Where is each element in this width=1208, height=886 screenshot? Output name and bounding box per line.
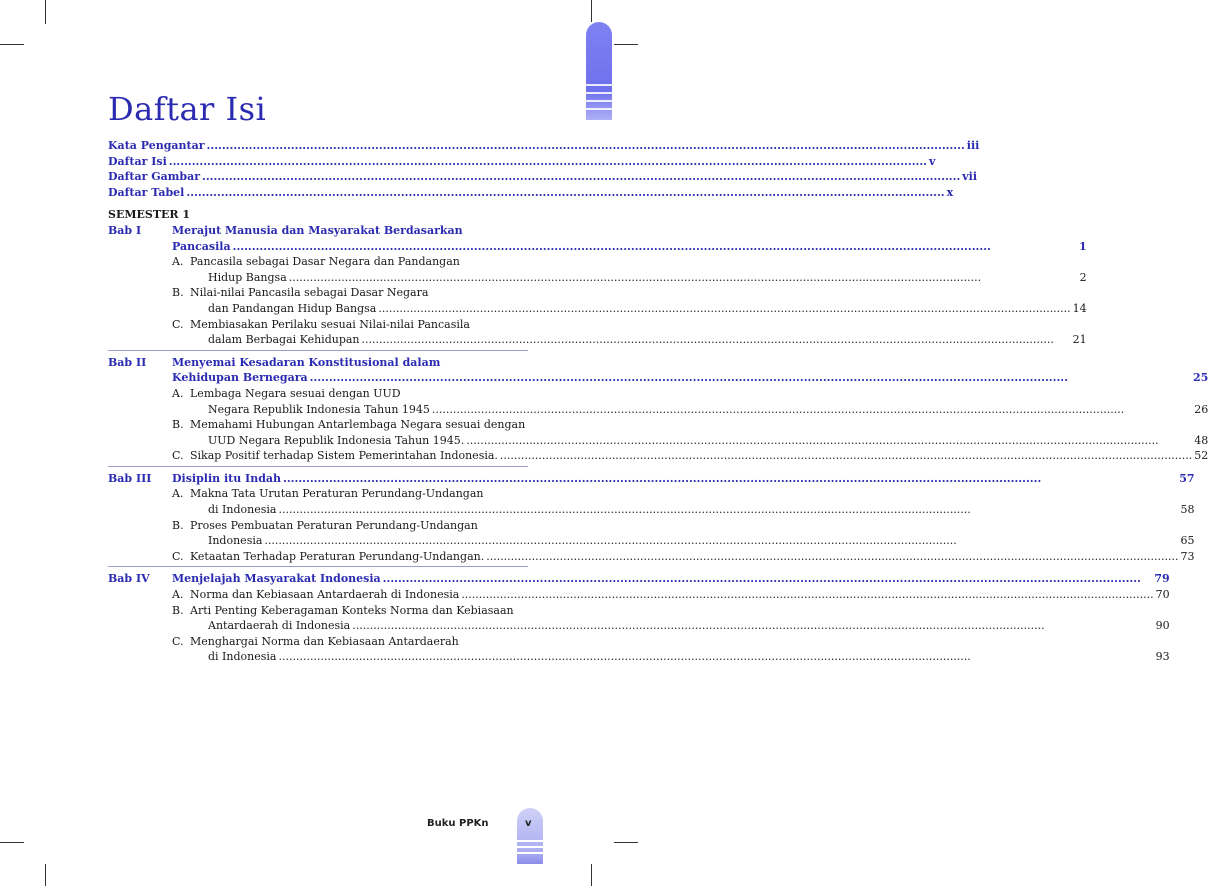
leader-dots xyxy=(383,571,1153,587)
section-letter: C. xyxy=(172,634,184,648)
leader-dots xyxy=(233,239,1077,255)
section-letter: B. xyxy=(172,518,184,532)
chapter-number: Bab II xyxy=(108,355,147,369)
chapter-block xyxy=(108,223,1087,348)
chapter-block xyxy=(108,355,1208,464)
section-letter: B. xyxy=(172,603,184,617)
section-letter: A. xyxy=(172,487,184,501)
section-title-page: 48 xyxy=(1194,433,1208,447)
section-text xyxy=(190,603,1170,634)
section-title xyxy=(190,270,1087,286)
chapter-title-line: Merajut Manusia dan Masyarakat Berdasarkan xyxy=(172,223,463,237)
chapter-number: Bab I xyxy=(108,223,142,237)
section-title-line: Nilai-nilai Pancasila sebagai Dasar Negara xyxy=(190,286,429,300)
divider xyxy=(108,350,528,351)
crop-mark xyxy=(614,842,638,843)
chapter-title-page: 1 xyxy=(1079,239,1087,253)
leader-dots xyxy=(207,138,965,154)
section-title-page: 21 xyxy=(1072,333,1087,347)
section-title-page: 70 xyxy=(1155,588,1170,602)
section-title xyxy=(190,332,1087,348)
footer-page-number: v xyxy=(525,818,532,829)
front-matter-entry-page: iii xyxy=(966,139,980,152)
leader-dots xyxy=(278,502,1178,518)
chapter-body xyxy=(172,571,1170,665)
section-letter: C. xyxy=(172,549,184,563)
section-title-page: 58 xyxy=(1180,503,1195,517)
front-matter-entry xyxy=(108,138,980,154)
leader-dots xyxy=(283,471,1177,487)
spacer xyxy=(108,200,528,207)
chapter-body xyxy=(172,355,1208,464)
section-entry xyxy=(172,486,1195,517)
section-title xyxy=(190,433,1208,449)
section-title-line: Arti Penting Keberagaman Konteks Norma dan Kebiasaan xyxy=(190,603,514,617)
section-title xyxy=(190,402,1208,418)
chapter-body xyxy=(172,471,1195,565)
section-title xyxy=(190,502,1195,518)
section-title-line: Makna Tata Urutan Peraturan Perundang-Undangan xyxy=(190,487,484,501)
section-title-label: UUD Negara Republik Indonesia Tahun 1945. xyxy=(208,433,465,447)
section-entry xyxy=(172,518,1195,549)
front-matter-entry xyxy=(108,169,978,185)
leader-dots xyxy=(362,332,1071,348)
section-title-page: 52 xyxy=(1194,449,1208,463)
section-title-label: Ketaatan Terhadap Peraturan Perundang-Undangan. xyxy=(190,549,485,563)
section-title-label: dalam Berbagai Kehidupan xyxy=(208,333,360,347)
section-title xyxy=(190,301,1087,317)
section-text xyxy=(190,587,1170,603)
section-letter: C. xyxy=(172,317,184,331)
section-entry xyxy=(172,587,1170,603)
section-text xyxy=(190,448,1208,464)
section-letter: C. xyxy=(172,449,184,463)
section-title-label: dan Pandangan Hidup Bangsa xyxy=(208,301,377,315)
chapter-title-label: Pancasila xyxy=(172,239,231,253)
section-title-line: Proses Pembuatan Peraturan Perundang-Undangan xyxy=(190,518,478,532)
leader-dots xyxy=(461,587,1153,603)
section-letter: A. xyxy=(172,588,184,602)
leader-dots xyxy=(186,185,944,201)
chapter-number: Bab III xyxy=(108,471,152,485)
leader-dots xyxy=(278,649,1153,665)
chapter-number: Bab IV xyxy=(108,572,150,586)
chapter-title-page: 25 xyxy=(1192,371,1208,385)
section-title xyxy=(190,649,1170,665)
leader-dots xyxy=(352,618,1153,634)
section-text xyxy=(190,254,1087,285)
crop-mark xyxy=(45,0,46,24)
section-entry xyxy=(172,254,1087,285)
leader-dots xyxy=(289,270,1078,286)
section-text xyxy=(190,386,1208,417)
section-entry xyxy=(172,386,1208,417)
leader-dots xyxy=(466,433,1192,449)
decorative-tab-bottom xyxy=(517,808,543,864)
divider xyxy=(108,466,528,467)
section-title-page: 2 xyxy=(1079,270,1087,284)
chapter-title-page: 57 xyxy=(1179,471,1195,485)
semester-heading: SEMESTER 1 xyxy=(108,208,191,222)
leader-dots xyxy=(486,549,1178,565)
leader-dots xyxy=(500,448,1192,464)
section-title-page: 26 xyxy=(1194,402,1208,416)
leader-dots xyxy=(169,154,927,170)
leader-dots xyxy=(378,301,1070,317)
front-matter-entry-label: Kata Pengantar xyxy=(108,139,205,152)
chapter-title xyxy=(172,370,1208,386)
chapter-title-label: Menjelajah Masyarakat Indonesia xyxy=(172,572,381,586)
crop-mark xyxy=(614,44,638,45)
front-matter-entry-page: vii xyxy=(962,170,978,184)
leader-dots xyxy=(432,402,1192,418)
section-title-page: 14 xyxy=(1072,301,1087,315)
divider xyxy=(108,566,528,567)
footer-book-title: Buku PPKn xyxy=(427,818,489,829)
section-title-line: Pancasila sebagai Dasar Negara dan Pandangan xyxy=(190,255,460,269)
section-title xyxy=(190,448,1208,464)
section-entry xyxy=(172,417,1208,448)
section-text xyxy=(190,417,1208,448)
section-title-label: Norma dan Kebiasaan Antardaerah di Indonesia xyxy=(190,588,460,602)
section-text xyxy=(190,285,1087,316)
front-matter-entry-label: Daftar Tabel xyxy=(108,185,185,199)
crop-mark xyxy=(45,864,46,886)
section-letter: B. xyxy=(172,418,184,432)
section-letter: A. xyxy=(172,255,184,269)
section-text xyxy=(190,634,1170,665)
table-of-contents xyxy=(108,138,1208,665)
section-text xyxy=(190,518,1195,549)
section-title xyxy=(190,533,1195,549)
chapter-title xyxy=(172,239,1087,255)
section-title-label: di Indonesia xyxy=(208,503,277,517)
section-title-page: 90 xyxy=(1155,619,1170,633)
front-matter-entry-page: v xyxy=(929,154,936,168)
leader-dots xyxy=(264,533,1178,549)
section-letter: A. xyxy=(172,386,184,400)
front-matter-entry xyxy=(108,154,936,170)
front-matter-entry-page: x xyxy=(946,185,954,199)
section-title-label: di Indonesia xyxy=(208,650,277,664)
section-entry xyxy=(172,317,1087,348)
crop-mark xyxy=(591,864,592,886)
front-matter-entry xyxy=(108,185,954,201)
front-matter-entry-label: Daftar Isi xyxy=(108,154,167,168)
chapter-body xyxy=(172,223,1087,348)
crop-mark xyxy=(0,842,24,843)
section-title-line: Membiasakan Perilaku sesuai Nilai-nilai Pancasila xyxy=(190,317,470,331)
section-title-label: Sikap Positif terhadap Sistem Pemerintahan Indonesia. xyxy=(190,449,498,463)
chapter-block xyxy=(108,571,1170,665)
front-matter-entry-label: Daftar Gambar xyxy=(108,170,201,184)
chapter-title-page: 79 xyxy=(1154,572,1170,586)
chapter-title xyxy=(172,471,1195,487)
crop-mark xyxy=(591,0,592,22)
section-title-line: Lembaga Negara sesuai dengan UUD xyxy=(190,386,401,400)
section-title-page: 73 xyxy=(1180,549,1195,563)
section-title-label: Hidup Bangsa xyxy=(208,270,287,284)
section-letter: B. xyxy=(172,286,184,300)
chapter-title xyxy=(172,571,1170,587)
leader-dots xyxy=(310,370,1191,386)
section-title-line: Menghargai Norma dan Kebiasaan Antardaerah xyxy=(190,634,459,648)
section-title xyxy=(190,618,1170,634)
leader-dots xyxy=(202,169,960,185)
section-title-page: 65 xyxy=(1180,534,1195,548)
section-text xyxy=(190,317,1087,348)
section-entry xyxy=(172,448,1208,464)
section-entry xyxy=(172,603,1170,634)
section-title-label: Antardaerah di Indonesia xyxy=(208,619,351,633)
page-title: Daftar Isi xyxy=(108,90,267,128)
chapter-title-label: Kehidupan Bernegara xyxy=(172,371,308,385)
chapter-block xyxy=(108,471,1195,565)
section-title-page: 93 xyxy=(1155,650,1170,664)
section-entry xyxy=(172,634,1170,665)
chapter-title-label: Disiplin itu Indah xyxy=(172,471,282,485)
section-title-line: Memahami Hubungan Antarlembaga Negara sesuai dengan xyxy=(190,418,526,432)
section-text xyxy=(190,486,1195,517)
decorative-tab-top xyxy=(586,22,612,120)
section-text xyxy=(190,549,1195,565)
section-entry xyxy=(172,549,1195,565)
chapter-title-line: Menyemai Kesadaran Konstitusional dalam xyxy=(172,355,441,369)
section-title-label: Indonesia xyxy=(208,534,263,548)
section-title xyxy=(190,587,1170,603)
section-title-label: Negara Republik Indonesia Tahun 1945 xyxy=(208,402,430,416)
section-title xyxy=(190,549,1195,565)
section-entry xyxy=(172,285,1087,316)
crop-mark xyxy=(0,44,24,45)
